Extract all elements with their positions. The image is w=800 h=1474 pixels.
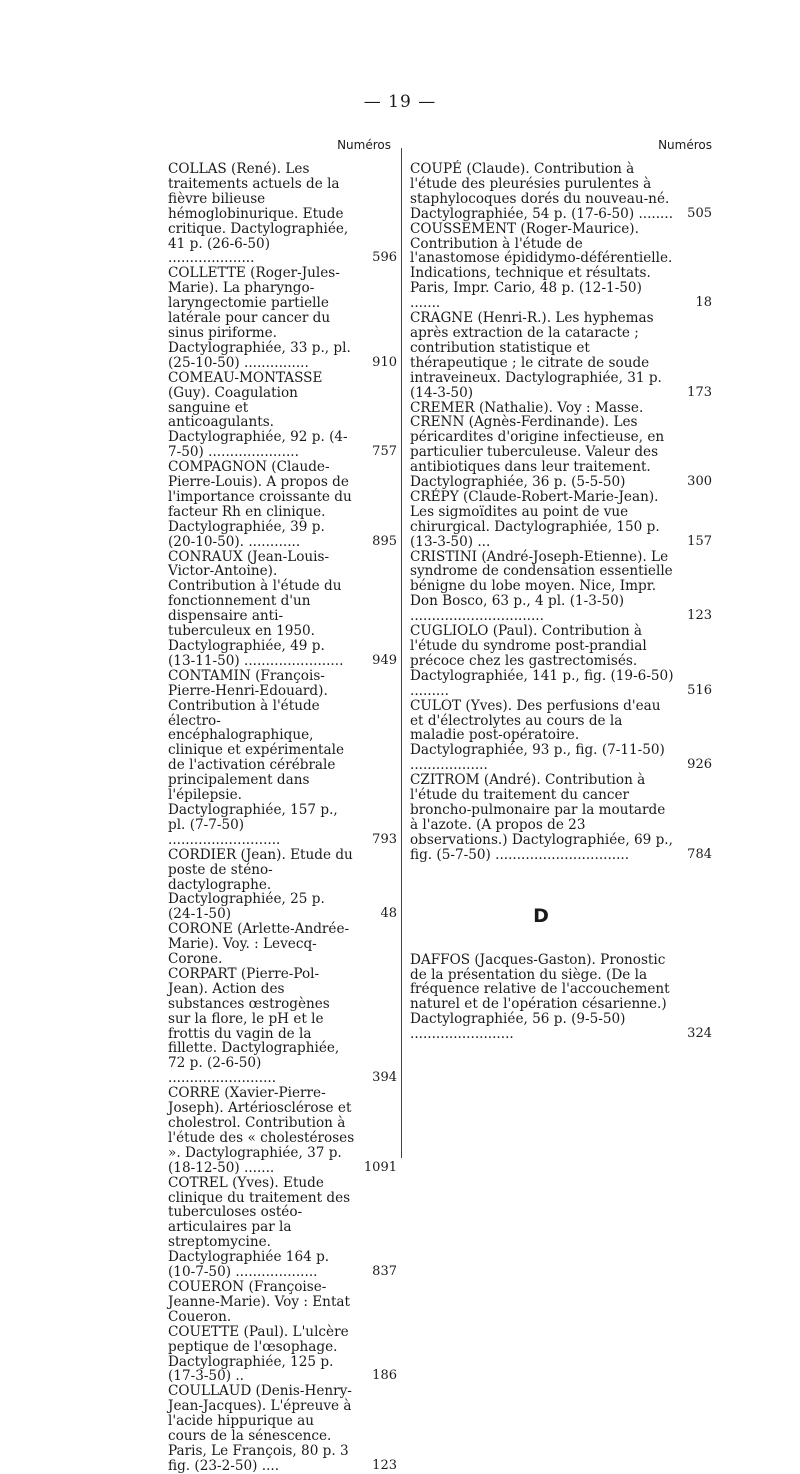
entry-number: 300 <box>687 474 712 490</box>
index-entry <box>168 667 397 848</box>
entry-text: COUPÉ (Claude). Contribution à l'étude des pleurésies purulentes à staphylocoques dorés du nouveau-né. Dactylographiée, 54 p. (17-6-50) ........ <box>410 161 674 222</box>
entry-text: CORONE (Arlette-Andrée-Marie). Voy. : Levecq-Corone. <box>168 921 350 968</box>
entry-text: COLLAS (René). Les traitements actuels de la fièvre bilieuse hémoglobinurique. Etude critique. Dactylographiée, 41 p. (26-6-50) .................... <box>168 161 349 267</box>
index-entry <box>410 699 712 774</box>
index-entry <box>410 311 712 400</box>
index-entry <box>410 162 712 222</box>
page-number: — 19 — <box>363 92 437 112</box>
entry-number: 895 <box>372 533 397 549</box>
entry-text: CRISTINI (André-Joseph-Etienne). Le syndrome de condensation essentielle bénigne du lobe moyen. Nice, Impr. Don Bosco, 63 p., 4 pl. (1-3-50) ............................... <box>410 548 673 625</box>
right-column-header: Numéros <box>658 138 712 152</box>
entry-number: 1091 <box>363 1159 397 1175</box>
entry-text: COMPAGNON (Claude-Pierre-Louis). A propos de l'importance croissante du facteur Rh en clinique. Dactylographiée, 39 p. (20-10-50). ............ <box>168 459 352 550</box>
index-entry <box>410 401 712 416</box>
entry-text: CORPART (Pierre-Pol-Jean). Action des substances œstrogènes sur la flore, le pH et le frottis du vagin de la fillette. Dactylographiée, 72 p. (2-6-50) ......................... <box>168 965 340 1087</box>
entry-text: CORRE (Xavier-Pierre-Joseph). Artériosclérose et cholestrol. Contribution à l'étude des « cholestéroses ». Dactylographiée, 37 p. (18-12-50) ....... <box>168 1085 355 1176</box>
entry-text: CZITROM (André). Contribution à l'étude du traitement du cancer broncho-pulmonaire par la moutarde à l'azote. (A propos de 23 observations.) Dactylographiée, 69 p., fig. (5-7-50) ............................... <box>410 772 673 863</box>
index-entry <box>168 1323 397 1385</box>
index-entry <box>168 965 397 1087</box>
entry-text: COULLAUD (Denis-Henry-Jean-Jacques). L'épreuve à l'acide hippurique au cours de la sénescence. Paris, Le François, 80 p. 3 fig. (23-2-50) .... <box>168 1383 352 1474</box>
entry-number: 324 <box>687 1026 712 1042</box>
entry-number: 910 <box>372 354 397 370</box>
index-entry <box>410 222 712 311</box>
entry-text: CRÉPY (Claude-Robert-Marie-Jean). Les sigmoïdites au point de vue chirurgical. Dactylographiée, 150 p. (13-3-50) ... <box>410 488 660 550</box>
index-entry <box>168 369 397 461</box>
entry-number: 516 <box>687 682 712 698</box>
entry-text: CONTAMIN (François-Pierre-Henri-Edouard). Contribution à l'étude électro-encéphalographique, clinique et expérimentale de l'activation cérébrale principalement dans l'épilepsie. Dactylographiée, 157 p., pl. (7-7-50) .......................... <box>168 667 345 848</box>
index-entry <box>168 459 397 550</box>
left-entries-list <box>168 161 397 1474</box>
entry-number: 157 <box>687 533 712 549</box>
entry-number: 596 <box>372 250 397 266</box>
entry-text: CONRAUX (Jean-Louis-Victor-Antoine). Contribution à l'étude du fonctionnement d'un dispensaire anti-tuberculeux en 1950. Dactylographiée, 49 p. (13-11-50) ....................... <box>168 548 344 669</box>
entry-number: 48 <box>380 906 397 922</box>
entry-number: 757 <box>372 444 397 460</box>
column-divider <box>401 148 402 1158</box>
entry-number: 505 <box>687 205 712 221</box>
index-entry <box>410 490 712 550</box>
index-entry <box>410 624 712 699</box>
index-entry <box>168 846 397 923</box>
index-entry <box>168 1085 397 1176</box>
index-entry <box>168 548 397 669</box>
entry-number: 123 <box>372 1457 397 1473</box>
entry-text: CORDIER (Jean). Etude du poste de sténo-dactylographe. Dactylographiée, 25 p. (24-1-50) <box>168 846 353 923</box>
section-letter: D <box>533 904 549 927</box>
entry-text: COTREL (Yves). Etude clinique du traitement des tuberculoses ostéo-articulaires par la streptomycine. Dactylographiée 164 p. (10-7-50) ................... <box>168 1174 351 1281</box>
entry-text: CULOT (Yves). Des perfusions d'eau et d'électrolytes au cours de la maladie post-opératoire. Dactylographiée, 93 p., fig. (7-11-50) .................. <box>410 697 665 774</box>
entry-number: 784 <box>687 846 712 862</box>
index-entry <box>168 1280 391 1325</box>
right-column <box>410 138 712 1042</box>
section-entries-list <box>410 953 712 1042</box>
index-entry <box>168 922 391 967</box>
entry-text: CRAGNE (Henri-R.). Les hyphemas après extraction de la cataracte ; contribution statistique et thérapeutique ; le citrate de soude intraveineux. Dactylographiée, 31 p. (14-3-50) <box>410 310 662 401</box>
entry-text: CREMER (Nathalie). Voy : Masse. <box>410 399 644 416</box>
entry-number: 837 <box>372 1264 397 1280</box>
entry-number: 186 <box>372 1368 397 1384</box>
entry-text: COUSSEMENT (Roger-Maurice). Contribution à l'étude de l'anastomose épididymo-déférentielle. Indications, technique et résultats. Paris, Impr. Cario, 48 p. (12-1-50) ....... <box>410 220 673 312</box>
entry-number: 18 <box>695 295 712 311</box>
index-entry <box>168 265 397 371</box>
index-entry <box>410 953 712 1042</box>
entry-number: 123 <box>687 608 712 624</box>
left-column <box>168 138 397 1474</box>
entry-number: 949 <box>372 652 397 668</box>
entry-number: 793 <box>372 831 397 847</box>
index-entry <box>410 550 712 625</box>
index-entry <box>410 773 712 862</box>
left-column-header: Numéros <box>337 138 391 152</box>
right-entries-list <box>410 162 712 863</box>
entry-text: CRENN (Agnès-Ferdinande). Les péricardites d'origine infectieuse, en particulier tuberculeuse. Valeur des antibiotiques dans leur traitement. Dactylographiée, 36 p. (5-5-50) <box>410 414 665 491</box>
index-entry <box>410 415 712 490</box>
index-entry <box>168 1174 397 1281</box>
index-entry <box>168 161 397 267</box>
index-entry <box>168 1383 397 1474</box>
entry-text: COUERON (Françoise-Jeanne-Marie). Voy : Entat Coueron. <box>168 1278 350 1325</box>
entry-text: CUGLIOLO (Paul). Contribution à l'étude du syndrome post-prandial précoce chez les gastrectomisés. Dactylographiée, 141 p., fig. (19-6-50) ......... <box>410 623 674 699</box>
entry-number: 926 <box>687 757 712 773</box>
entry-text: COLLETTE (Roger-Jules-Marie). La pharyngo-laryngectomie partielle latérale pour cancer du sinus piriforme. Dactylographiée, 33 p., pl. (25-10-50) ............... <box>168 265 351 371</box>
entry-number: 394 <box>372 1070 397 1086</box>
entry-text: DAFFOS (Jacques-Gaston). Pronostic de la présentation du siège. (De la fréquence relative de l'accouchement naturel et de l'opération césarienne.) Dactylographiée, 56 p. (9-5-50) ........................ <box>410 951 670 1043</box>
entry-text: COUETTE (Paul). L'ulcère peptique de l'œsophage. Dactylographiée, 125 p. (17-3-50) .. <box>168 1323 349 1385</box>
entry-text: COMEAU-MONTASSE (Guy). Coagulation sanguine et anticoagulants. Dactylographiée, 92 p. (4-7-50) ..................... <box>168 369 348 461</box>
entry-number: 173 <box>687 384 712 400</box>
